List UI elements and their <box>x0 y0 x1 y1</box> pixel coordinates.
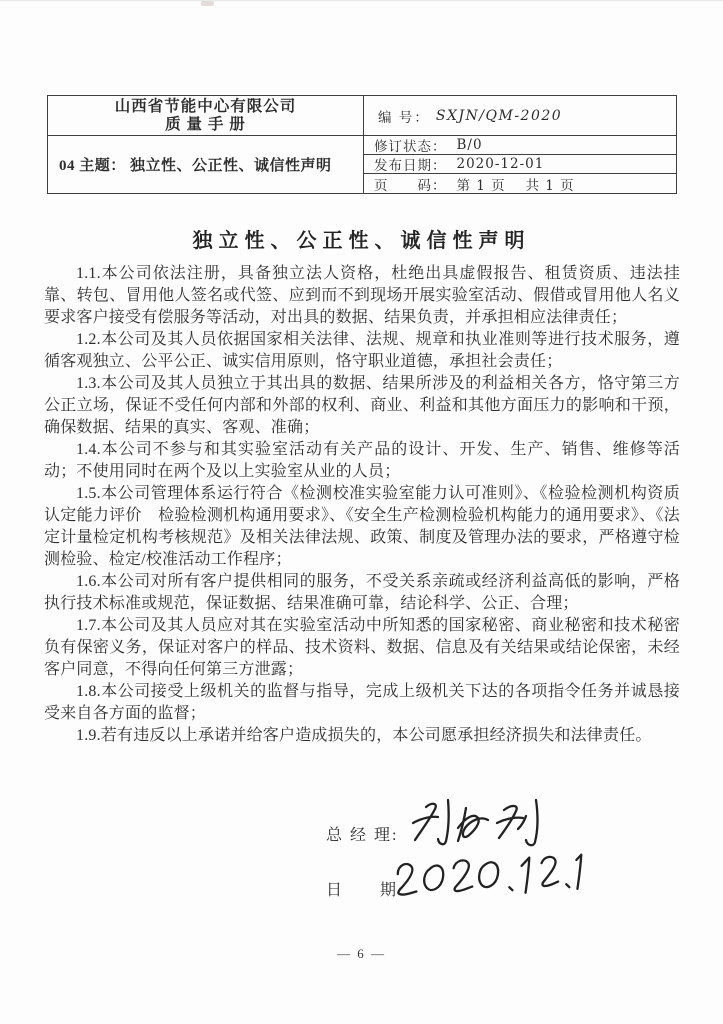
document-title: 独立性、公正性、诚信性声明 <box>192 230 531 252</box>
clause-1-7: 1.7.本公司及其人员应对其在实验室活动中所知悉的国家秘密、商业秘密和技术秘密负有保密义务，保证对客户的样品、技术资料、数据、信息及有关结果或结论保密，未经客户同意，不得向任何第三方泄露； <box>44 617 680 678</box>
subject-cell <box>48 136 364 193</box>
clause-1-9: 1.9.若有违反以上承诺并给客户造成损失的，本公司愿承担经济损失和法律责任。 <box>76 727 652 744</box>
clause-1-1: 1.1.本公司依法注册，具备独立法人资格，杜绝出具虚假报告、租赁资质、违法挂靠、转包、冒用他人签名或代签、应到而不到现场开展实验室活动、假借或冒用他人名义要求客户接受有偿服务等活动，对出具的数据、结果负责，并承担相应法律责任； <box>44 265 680 326</box>
clause-1-8: 1.8.本公司接受上级机关的监督与指导，完成上级机关下达的各项指令任务并诚恳接受来自各方面的监督； <box>44 683 680 722</box>
doc-code-label: 编 号： <box>378 109 430 125</box>
scan-artifact-smudge <box>201 1 214 6</box>
issue-date-row <box>364 155 676 174</box>
subject-value: 独立性、公正性、诚信性声明 <box>130 158 332 174</box>
clause-1-5: 1.5.本公司管理体系运行符合《检测校准实验室能力认可准则》、《检验检测机构资质认定能力评价 检验检测机构通用要求》、《安全生产检测检验机构能力的通用要求》、《法定计量检定机构考核规范》及相关法律法规、政策、制度及管理办法的要求，严格遵守检测检验、检定/校准活动工作程序； <box>44 485 680 568</box>
subject-label: 04 主题： <box>59 158 126 174</box>
general-manager-label: 总 经 理: <box>326 827 399 844</box>
doc-code-value: SXJN/QM-2020 <box>435 107 563 124</box>
doc-code-cell <box>364 96 676 136</box>
document-header-table <box>47 95 677 194</box>
clause-1-3: 1.3.本公司及其人员独立于其出具的数据、结果所涉及的利益相关各方，恪守第三方公正立场，保证不受任何内部和外部的权利、商业、利益和其他方面压力的影响和干预，确保数据、结果的真实、客观、准确； <box>44 375 680 436</box>
page-no-value: 第 1 页 共 1 页 <box>456 177 575 193</box>
issue-date-label: 发布日期： <box>374 158 447 173</box>
manager-signature-handwriting <box>408 793 578 855</box>
revision-value: B/0 <box>456 137 483 153</box>
revision-row <box>364 136 676 155</box>
clause-1-4: 1.4.本公司不参与和其实验室活动有关产品的设计、开发、生产、销售、维修等活动；不使用同时在两个及以上实验室从业的人员； <box>44 441 680 480</box>
page-no-row <box>364 174 676 193</box>
date-label: 日 期: <box>326 882 405 899</box>
scan-edge-shadow <box>0 0 723 2</box>
company-name: 山西省节能中心有限公司 <box>114 97 297 115</box>
company-title-cell <box>48 96 364 136</box>
page-number: — 6 — <box>337 946 386 961</box>
clause-1-2: 1.2.本公司及其人员依据国家相关法律、法规、规章和执业准则等进行技术服务，遵循客观独立、公平公正、诚实信用原则，恪守职业道德，承担社会责任； <box>44 331 680 370</box>
revision-label: 修订状态： <box>374 139 447 154</box>
date-handwriting <box>389 849 587 908</box>
issue-date-value: 2020-12-01 <box>456 156 545 172</box>
page-no-label: 页 码： <box>374 177 447 193</box>
document-body <box>44 263 680 747</box>
clause-1-6: 1.6.本公司对所有客户提供相同的服务，不受关系亲疏或经济利益高低的影响，严格执行技术标准或规范，保证数据、结果准确可靠，结论科学、公正、合理； <box>44 573 680 612</box>
manual-title: 质 量 手 册 <box>165 115 246 133</box>
